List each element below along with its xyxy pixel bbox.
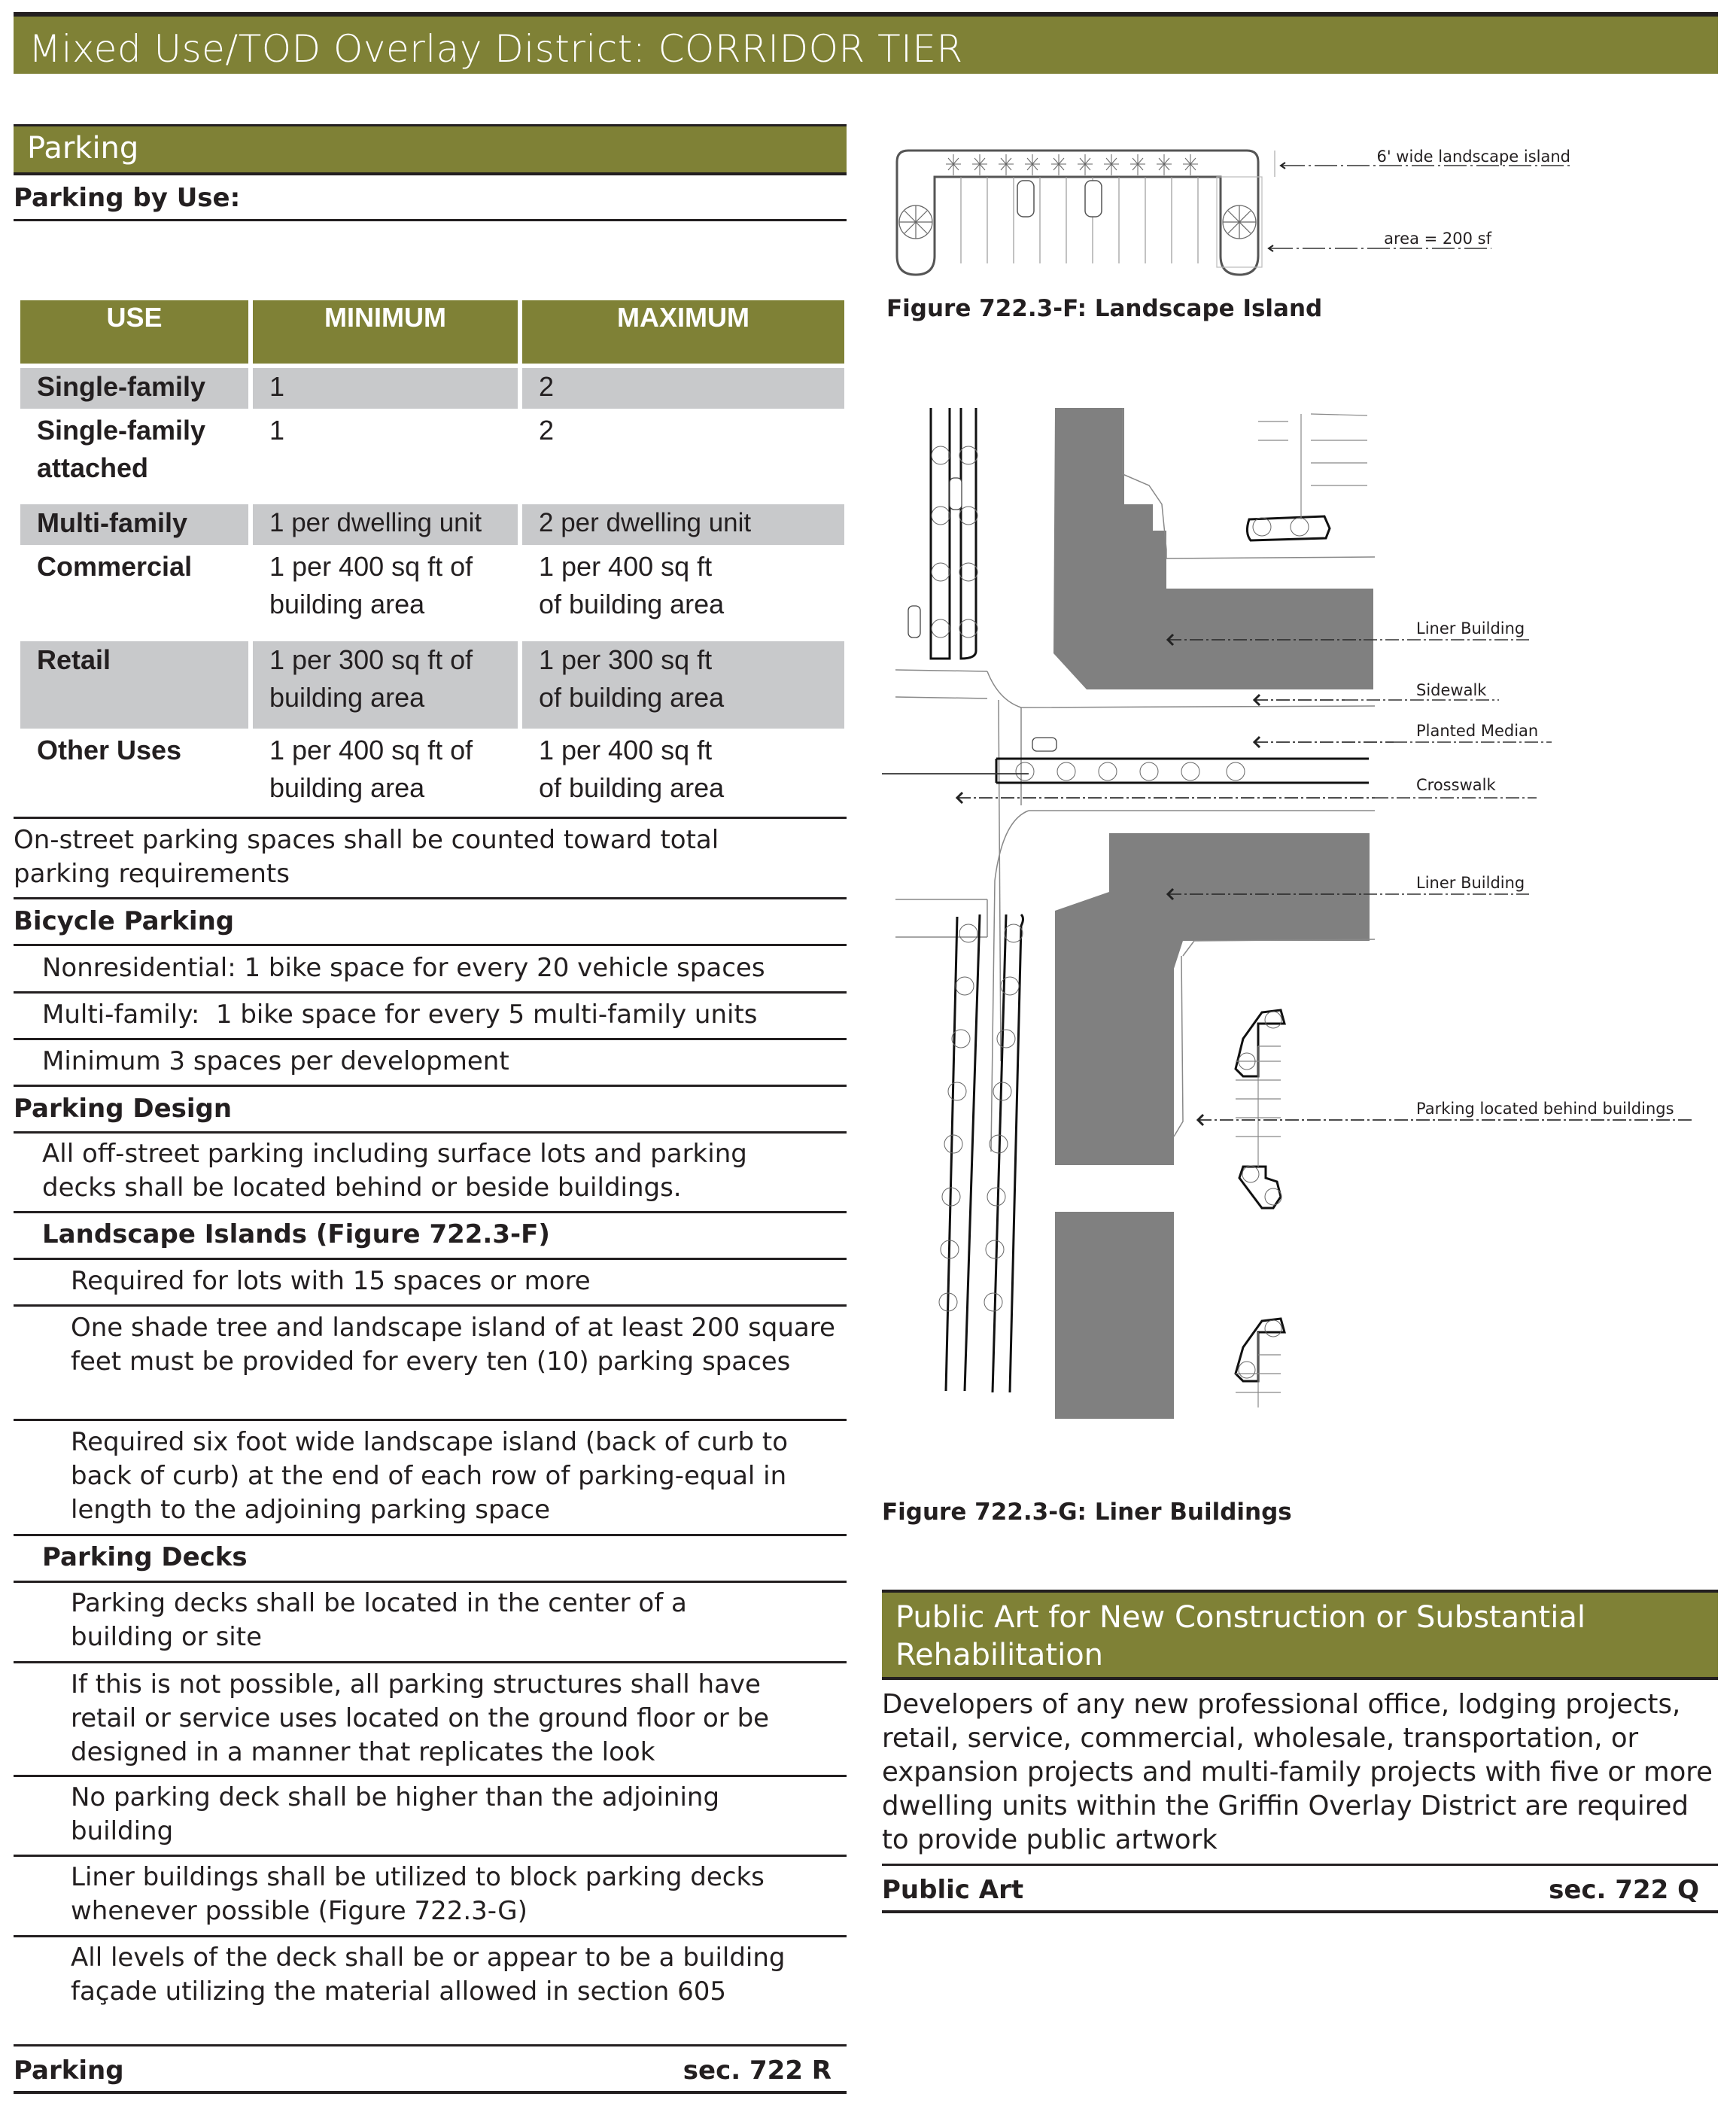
divider <box>14 2044 847 2046</box>
liner-buildings <box>1053 408 1373 1419</box>
car-icon <box>950 478 962 510</box>
divider <box>14 817 847 819</box>
table-cell-min: 1 per 400 sq ft of building area <box>269 735 473 803</box>
parking-footer-section: sec. 722 R <box>683 2056 832 2086</box>
tree-icon <box>1016 762 1034 781</box>
bicycle-parking-heading: Bicycle Parking <box>14 906 235 936</box>
tree-icon <box>959 619 977 638</box>
tree-icon <box>1057 762 1075 781</box>
label-island-width: 6' wide landscape island <box>1376 148 1570 166</box>
divider <box>14 1211 847 1213</box>
deck-item: Liner buildings shall be utilized to block parking decks whenever possible (Figure 722.3-G) <box>71 1862 765 1926</box>
divider <box>14 1581 847 1583</box>
tree-icon <box>944 1135 962 1153</box>
tree-icon <box>932 446 950 464</box>
tree-icon <box>1242 1166 1259 1182</box>
tree-icon <box>899 205 932 239</box>
divider <box>882 1864 1718 1866</box>
divider <box>14 1131 847 1134</box>
tree-icon <box>959 507 977 525</box>
table-header-use: USE <box>20 300 248 364</box>
tree-icon <box>932 619 950 638</box>
parking-footer <box>14 2054 847 2088</box>
label-crosswalk: Crosswalk <box>1416 776 1496 794</box>
tree-icon <box>959 924 977 942</box>
label-liner-building: Liner Building <box>1416 874 1525 892</box>
divider <box>14 2091 847 2094</box>
landscape-item: Required six foot wide landscape island (back of curb to back of curb) at the end of each row of parking-equal in length to the adjoining parking space <box>71 1427 789 1525</box>
table-cell-max: 1 per 300 sq ft of building area <box>522 641 844 729</box>
tree-icon <box>959 563 977 581</box>
table-cell-use: Single-family attached <box>37 415 206 483</box>
car-icon <box>1085 181 1102 217</box>
landscape-islands-heading: Landscape Islands (Figure 722.3-F) <box>42 1219 550 1249</box>
divider <box>14 1534 847 1536</box>
parking-decks-heading: Parking Decks <box>42 1542 248 1572</box>
table-header-maximum: MAXIMUM <box>522 300 844 364</box>
divider <box>14 1855 847 1857</box>
tree-icon <box>948 1082 966 1100</box>
parking-by-use-label: Parking by Use: <box>14 183 241 213</box>
tree-icon <box>987 1188 1005 1206</box>
bicycle-item: Nonresidential: 1 bike space for every 20 vehicle spaces <box>42 953 765 983</box>
divider <box>882 1910 1718 1913</box>
label-planted-median: Planted Median <box>1416 722 1539 740</box>
table-cell-max: 2 per dwelling unit <box>522 504 844 545</box>
car-icon <box>908 606 920 638</box>
on-street-parking-text: On-street parking spaces shall be counted toward total parking requirements <box>14 825 719 889</box>
tree-icon <box>1140 762 1158 781</box>
tree-icon <box>984 1293 1002 1311</box>
public-art-footer <box>882 1871 1718 1909</box>
tree-icon <box>986 1240 1004 1258</box>
table-cell-max: 1 per 400 sq ft of building area <box>539 551 725 619</box>
table-cell-max: 1 per 400 sq ft of building area <box>539 735 725 803</box>
label-island-area: area = 200 sf <box>1384 230 1491 248</box>
deck-item: All levels of the deck shall be or appear to be a building façade utilizing the material allowed in section 605 <box>71 1943 786 2007</box>
divider <box>14 944 847 946</box>
table-cell-min: 1 per 400 sq ft of building area <box>269 551 473 619</box>
divider <box>14 1775 847 1777</box>
tree-icon <box>932 563 950 581</box>
tree-icon <box>997 1030 1015 1048</box>
table-cell-min: 1 <box>253 368 518 409</box>
table-cell-min: 1 per dwelling unit <box>253 504 518 545</box>
table-cell-min: 1 per 300 sq ft of building area <box>253 641 518 729</box>
landscape-island-outline <box>897 151 1258 275</box>
tree-row <box>946 154 1198 175</box>
car-icon <box>1017 181 1034 217</box>
tree-icon <box>1291 518 1309 536</box>
tree-icon <box>1239 1362 1255 1378</box>
figure-g-caption: Figure 722.3-G: Liner Buildings <box>882 1499 1292 1526</box>
tree-icon <box>959 446 977 464</box>
landscape-item: Required for lots with 15 spaces or more <box>71 1266 591 1296</box>
figure-landscape-island <box>882 135 1718 286</box>
bicycle-item: Minimum 3 spaces per development <box>42 1046 509 1076</box>
tree-icon <box>932 507 950 525</box>
table-header-minimum: MINIMUM <box>253 300 518 364</box>
table-cell-use: Other Uses <box>37 735 182 765</box>
parking-footer-label: Parking <box>14 2056 124 2086</box>
divider <box>14 1304 847 1307</box>
divider <box>14 219 847 221</box>
label-liner-building: Liner Building <box>1416 619 1525 638</box>
liner-building-3 <box>1055 1212 1174 1419</box>
table-cell-use: Retail <box>20 641 248 729</box>
divider <box>14 1038 847 1040</box>
deck-item: If this is not possible, all parking structures shall have retail or service uses located on the ground floor or be designed in a manner that replicates the look <box>71 1669 770 1767</box>
car-icon <box>1032 738 1056 751</box>
table-cell-use: Multi-family <box>20 504 248 545</box>
parking-design-heading: Parking Design <box>14 1094 233 1124</box>
page-title: Mixed Use/TOD Overlay District: CORRIDOR TIER <box>29 27 963 71</box>
section-header-parking-text: Parking <box>27 131 139 166</box>
liner-building-1 <box>1053 408 1373 689</box>
tree-icon <box>1253 518 1271 536</box>
deck-item: Parking decks shall be located in the center of a building or site <box>71 1588 687 1652</box>
bicycle-item: Multi-family: 1 bike space for every 5 multi-family units <box>42 1000 758 1030</box>
public-art-body: Developers of any new professional office, lodging projects, retail, service, commercial, wholesale, transportation, or expansion projects and multi-family projects with five or more dwelling units within the Griffin Overlay District are required to provide public artwork <box>882 1689 1713 1855</box>
tree-icon <box>1181 762 1199 781</box>
tree-icons <box>899 205 1256 239</box>
tree-icon <box>1265 1012 1281 1028</box>
landscape-item: One shade tree and landscape island of at least 200 square feet must be provided for every ten (10) parking spaces <box>71 1313 835 1377</box>
figure-f-caption: Figure 722.3-F: Landscape Island <box>886 295 1323 322</box>
divider <box>14 1661 847 1663</box>
divider <box>14 1258 847 1260</box>
divider <box>14 897 847 899</box>
table-cell-use: Commercial <box>37 551 193 582</box>
label-parking-behind: Parking located behind buildings <box>1416 1100 1674 1118</box>
tree-icon <box>956 977 974 995</box>
divider <box>14 1085 847 1087</box>
page-title-bar <box>14 12 1718 74</box>
public-art-footer-section: sec. 722 Q <box>1549 1875 1699 1905</box>
table-cell-use: Single-family <box>20 368 248 409</box>
tree-icon <box>1227 762 1245 781</box>
table-cell-max: 2 <box>522 368 844 409</box>
tree-icon <box>1223 205 1256 239</box>
liner-building-2 <box>1055 833 1370 1165</box>
deck-item: No parking deck shall be higher than the adjoining building <box>71 1782 720 1846</box>
divider <box>14 1419 847 1421</box>
section-header-parking <box>14 124 847 175</box>
tree-icon <box>1099 762 1117 781</box>
section-header-public-art: Public Art for New Construction or Substantial Rehabilitation <box>882 1590 1718 1680</box>
table-cell-min: 1 <box>269 415 285 446</box>
public-art-footer-label: Public Art <box>882 1875 1024 1905</box>
figure-liner-buildings <box>882 399 1718 1483</box>
parking-design-text: All off-street parking including surface lots and parking decks shall be located behind or beside buildings. <box>42 1139 747 1203</box>
divider <box>14 991 847 994</box>
table-cell-max: 2 <box>539 415 555 446</box>
car-icons <box>1017 181 1102 217</box>
divider <box>14 1935 847 1937</box>
tree-icon <box>1265 1188 1281 1205</box>
label-sidewalk: Sidewalk <box>1416 681 1487 699</box>
tree-icon <box>1265 1320 1281 1337</box>
